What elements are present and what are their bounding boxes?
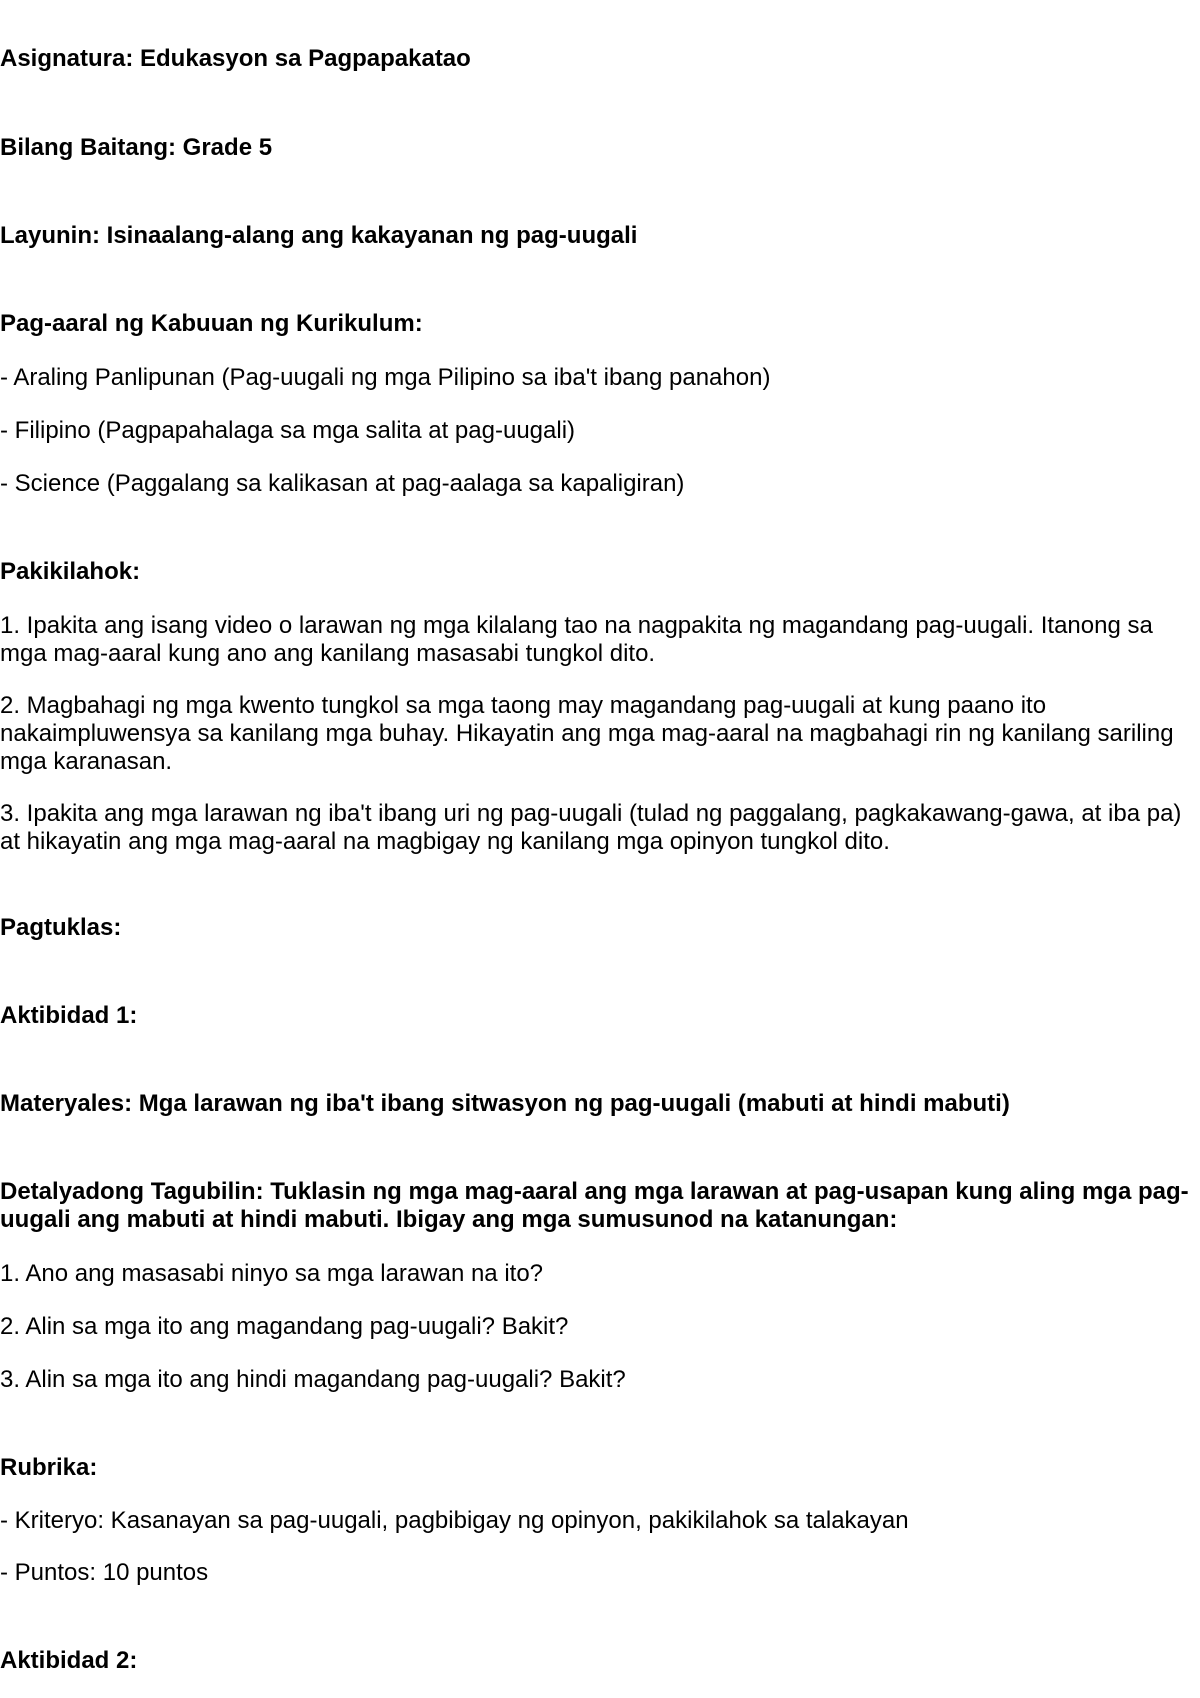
materyales-line: Materyales: Mga larawan ng iba't ibang sitwasyon ng pag-uugali (mabuti at hindi mabuti): [0, 1090, 1010, 1117]
question-item: 2. Alin sa mga ito ang magandang pag-uugali? Bakit?: [0, 1313, 569, 1340]
kurikulum-item: - Araling Panlipunan (Pag-uugali ng mga Pilipino sa iba't ibang panahon): [0, 364, 771, 391]
aktibidad-2-heading: Aktibidad 2:: [0, 1647, 138, 1674]
rubrika-item: - Puntos: 10 puntos: [0, 1559, 209, 1586]
pakikilahok-item: 3. Ipakita ang mga larawan ng iba't ibang uri ng pag-uugali (tulad ng paggalang, pagkakawang-gawa, at iba pa) at hikayatin ang mga mag-aaral na magbigay ng kanilang mga opinyon tungkol dito.: [0, 800, 1182, 855]
detalyadong-tagubilin: Detalyadong Tagubilin: Tuklasin ng mga mag-aaral ang mga larawan at pag-usapan kung aling mga pag-uugali ang mabuti at hindi mabuti. Ibigay ang mga sumusunod na katanungan:: [0, 1178, 1189, 1233]
asignatura-line: Asignatura: Edukasyon sa Pagpapakatao: [0, 45, 471, 72]
aktibidad-1-heading: Aktibidad 1:: [0, 1002, 138, 1029]
question-item: 3. Alin sa mga ito ang hindi magandang pag-uugali? Bakit?: [0, 1366, 626, 1393]
pagtuklas-heading: Pagtuklas:: [0, 914, 122, 941]
rubrika-heading: Rubrika:: [0, 1454, 98, 1481]
kurikulum-item: - Filipino (Pagpapahalaga sa mga salita at pag-uugali): [0, 417, 576, 444]
kurikulum-heading: Pag-aaral ng Kabuuan ng Kurikulum:: [0, 310, 423, 337]
pakikilahok-item: 1. Ipakita ang isang video o larawan ng mga kilalang tao na nagpakita ng magandang pag-uugali. Itanong sa mga mag-aaral kung ano ang kanilang masasabi tungkol dito.: [0, 612, 1153, 667]
question-item: 1. Ano ang masasabi ninyo sa mga larawan na ito?: [0, 1260, 544, 1287]
pakikilahok-heading: Pakikilahok:: [0, 558, 141, 585]
kurikulum-item: - Science (Paggalang sa kalikasan at pag-aalaga sa kapaligiran): [0, 470, 685, 497]
bilang-baitang-line: Bilang Baitang: Grade 5: [0, 134, 273, 161]
layunin-line: Layunin: Isinaalang-alang ang kakayanan ng pag-uugali: [0, 222, 638, 249]
rubrika-item: - Kriteryo: Kasanayan sa pag-uugali, pagbibigay ng opinyon, pakikilahok sa talakayan: [0, 1507, 909, 1534]
pakikilahok-item: 2. Magbahagi ng mga kwento tungkol sa mga taong may magandang pag-uugali at kung paano ito nakaimpluwensya sa kanilang mga buhay. Hikayatin ang mga mag-aaral na magbahagi rin ng kanilang sariling mga karanasan.: [0, 692, 1174, 775]
